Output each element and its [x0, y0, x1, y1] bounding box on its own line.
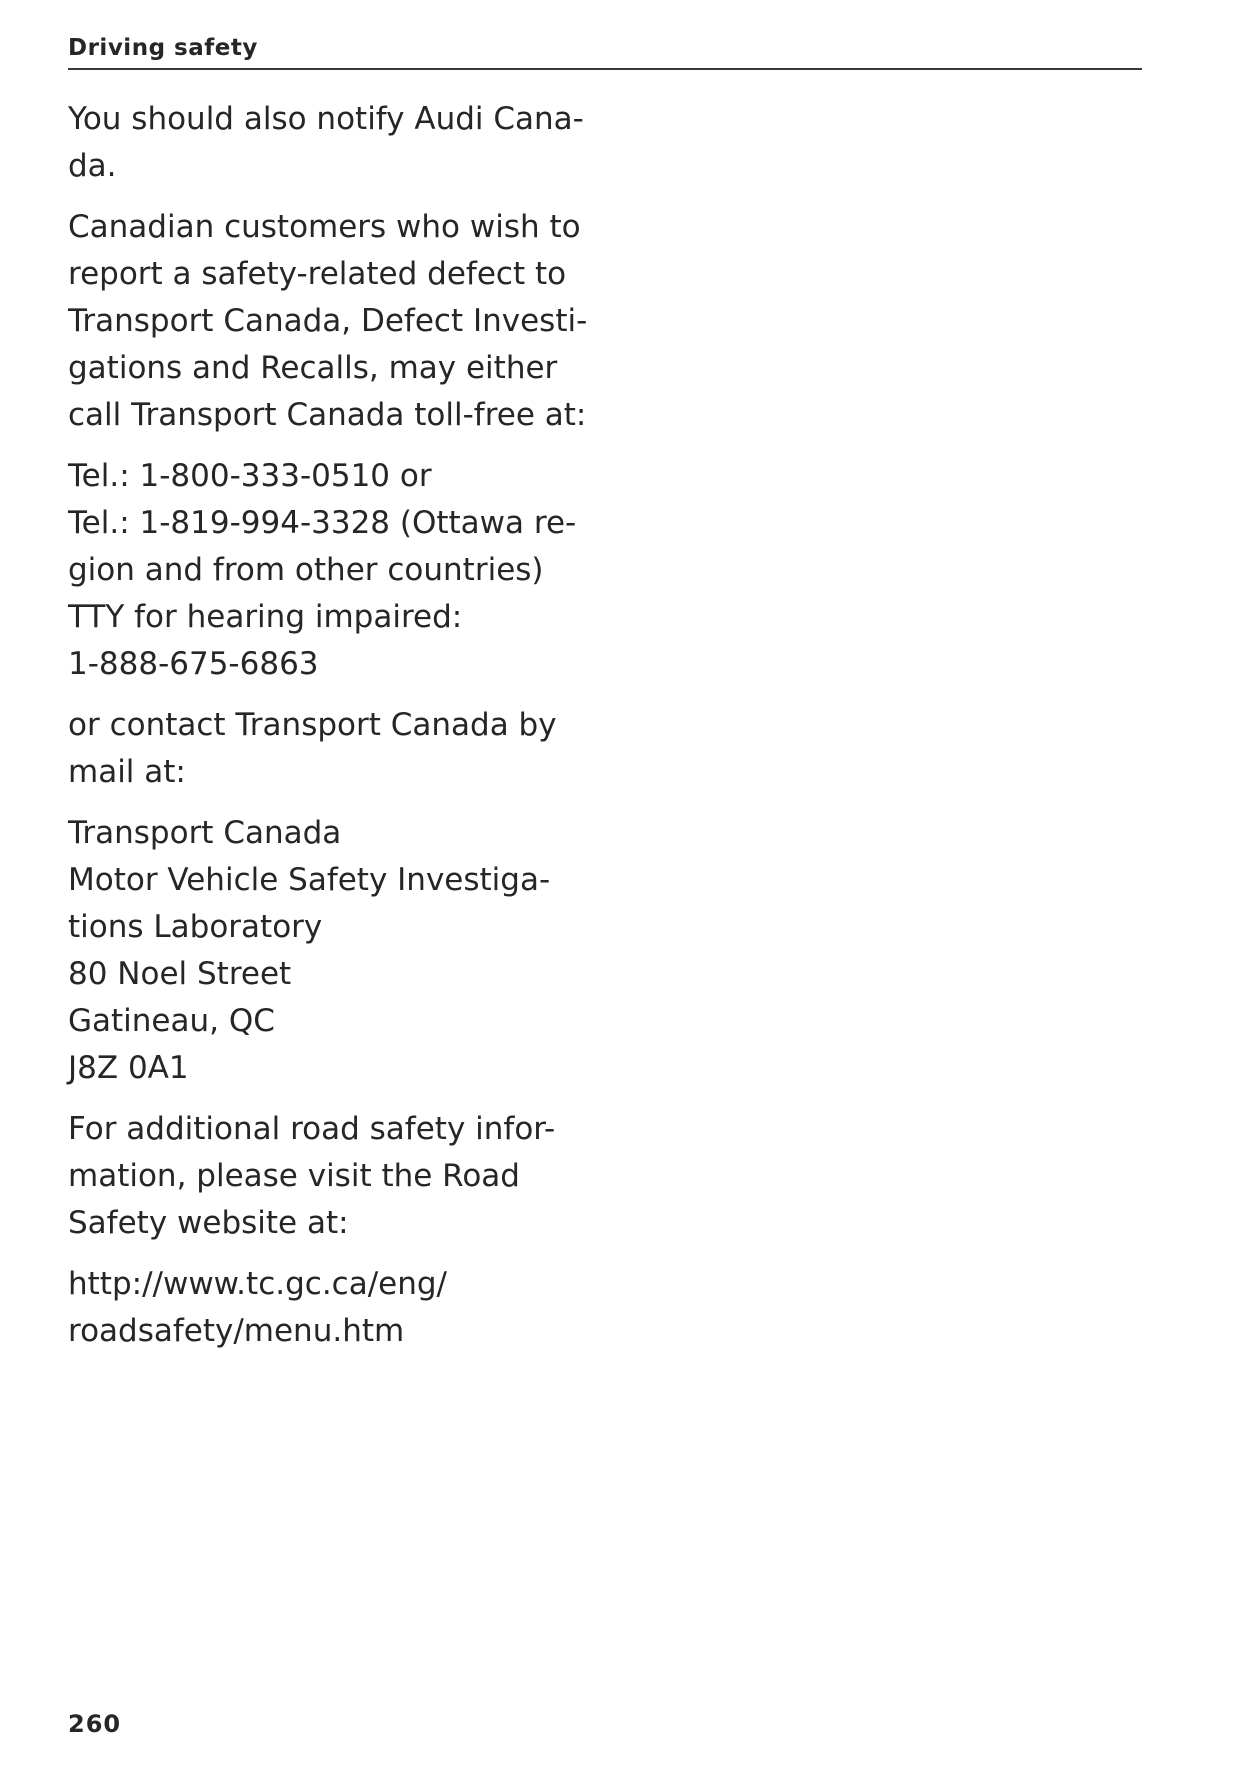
text-line: da.: [68, 148, 117, 184]
text-line: TTY for hearing impaired:: [68, 599, 463, 635]
phone-line: Tel.: 1-800-333-0510 or: [68, 458, 432, 494]
text-line: mation, please visit the Road: [68, 1158, 520, 1194]
text-line: gion and from other countries): [68, 552, 544, 588]
paragraph-website-url: [68, 1261, 608, 1355]
address-line: 80 Noel Street: [68, 956, 292, 992]
running-header: [68, 30, 1142, 70]
text-line: You should also notify Audi Cana-: [68, 101, 584, 137]
address-line: tions Laboratory: [68, 909, 323, 945]
text-line: or contact Transport Canada by: [68, 707, 557, 743]
url-line: http://www.tc.gc.ca/eng/: [68, 1266, 447, 1302]
paragraph-mailing-address: [68, 810, 608, 1092]
paragraph-report-defect: [68, 204, 608, 439]
phone-line: Tel.: 1-819-994-3328 (Ottawa re-: [68, 505, 577, 541]
page-number: 260: [68, 1710, 122, 1738]
text-line: Safety website at:: [68, 1205, 349, 1241]
text-line: gations and Recalls, may either: [68, 350, 558, 386]
paragraph-road-safety-info: [68, 1106, 608, 1247]
section-title: Driving safety: [68, 35, 258, 61]
address-line: Gatineau, QC: [68, 1003, 275, 1039]
text-line: report a safety-related defect to: [68, 256, 567, 292]
text-line: Canadian customers who wish to: [68, 209, 581, 245]
paragraph-notify-audi: [68, 96, 608, 190]
text-line: Transport Canada, Defect Investi-: [68, 303, 588, 339]
paragraph-phone-numbers: [68, 453, 608, 688]
address-line: J8Z 0A1: [68, 1050, 189, 1086]
paragraph-contact-mail: [68, 702, 608, 796]
text-line: mail at:: [68, 754, 186, 790]
url-line: roadsafety/menu.htm: [68, 1313, 405, 1349]
text-line: For additional road safety infor-: [68, 1111, 556, 1147]
address-line: Transport Canada: [68, 815, 342, 851]
phone-line: 1-888-675-6863: [68, 646, 319, 682]
address-line: Motor Vehicle Safety Investiga-: [68, 862, 551, 898]
body-column: [68, 96, 608, 1369]
text-line: call Transport Canada toll-free at:: [68, 397, 587, 433]
